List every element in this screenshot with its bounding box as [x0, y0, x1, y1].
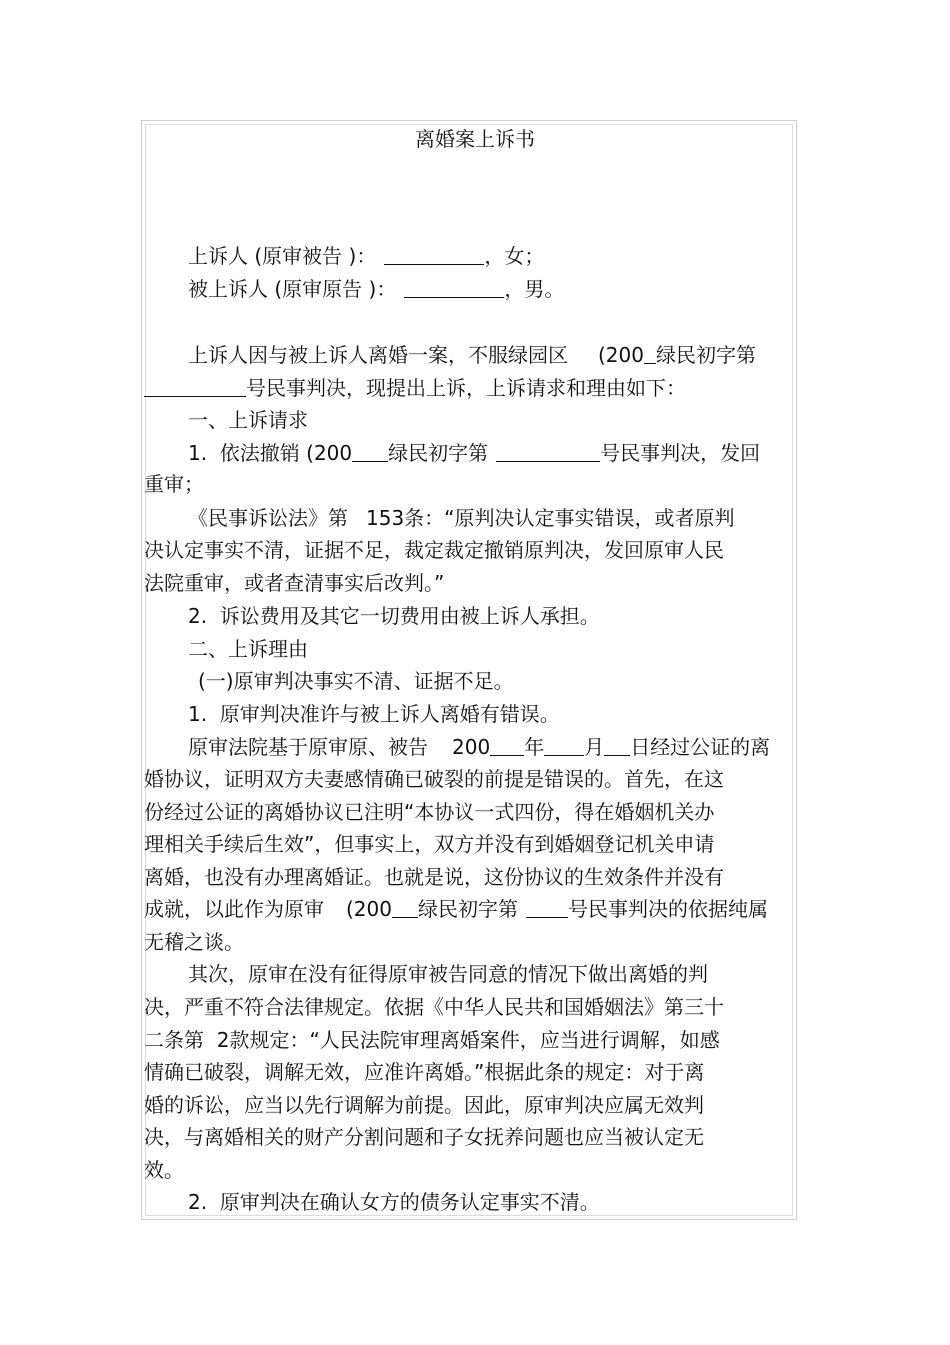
para-1-line-5: 离婚，也没有办理离婚证。也就是说，这份协议的生效条件并没有: [144, 865, 724, 889]
section-1: (一)原审判决事实不清、证据不足。: [198, 669, 514, 693]
para-2-line-7: 效。: [144, 1158, 184, 1182]
request-1-line-2: 重审；: [144, 472, 204, 496]
para-2-line-5: 婚的诉讼，应当以先行调解为前提。因此，原审判决应属无效判: [144, 1093, 704, 1117]
intro-line-1: 上诉人因与被上诉人离婚一案，不服绿园区 (200 绿民初字第: [188, 343, 756, 367]
blank-field: [496, 443, 600, 462]
document-title: 离婚案上诉书: [415, 127, 535, 151]
blank-field: [144, 378, 246, 397]
blank-field: [392, 899, 418, 918]
blank-field: [604, 737, 630, 756]
blank-field: [384, 246, 484, 265]
section-1-item-2: 2. 原审判决在确认女方的债务认定事实不清。: [188, 1190, 600, 1214]
para-1-line-3: 份经过公证的离婚协议已注明“本协议一式四份，得在婚姻机关办: [144, 800, 715, 824]
para-2-line-2: 决，严重不符合法律规定。依据《中华人民共和国婚姻法》第三十: [144, 995, 724, 1019]
law-quote-line-1: 《民事诉讼法》第 153条：“原判决认定事实错误，或者原判: [188, 506, 735, 530]
request-1-line-1: 1. 依法撤销 (200 绿民初字第 号民事判决，发回: [188, 441, 761, 465]
para-1-line-6: 成就，以此作为原审 (200 绿民初字第 号民事判决的依据纯属: [144, 897, 768, 921]
para-2-line-6: 决，与离婚相关的财产分割问题和子女抚养问题也应当被认定无: [144, 1125, 704, 1149]
para-1-line-4: 理相关手续后生效”，但事实上，双方并没有到婚姻登记机关申请: [144, 832, 715, 856]
para-2-line-1: 其次，原审在没有征得原审被告同意的情况下做出离婚的判: [188, 962, 708, 986]
blank-field: [544, 737, 584, 756]
blank-field: [526, 899, 568, 918]
para-1-line-1: 原审法院基于原审原、被告 200 年 月 日经过公证的离: [188, 735, 771, 759]
law-quote-line-2: 决认定事实不清，证据不足，裁定裁定撤销原判决，发回原审人民: [144, 538, 724, 562]
para-1-line-2: 婚协议，证明双方夫妻感情确已破裂的前提是错误的。首先，在这: [144, 767, 724, 791]
appellant-line: 上诉人 (原审被告 )： ，女；: [188, 244, 545, 268]
intro-line-2: 号民事判决，现提出上诉，上诉请求和理由如下：: [144, 375, 686, 401]
heading-reasons: 二、上诉理由: [188, 637, 308, 661]
section-1-item-1: 1. 原审判决准许与被上诉人离婚有错误。: [188, 702, 560, 726]
law-quote-line-3: 法院重审，或者查清事实后改判。”: [144, 571, 445, 595]
appellee-line: 被上诉人 (原审原告 )： ，男。: [188, 277, 565, 301]
para-1-line-7: 无稽之谈。: [144, 930, 244, 954]
heading-requests: 一、上诉请求: [188, 408, 308, 432]
blank-field: [404, 279, 504, 298]
para-2-line-4: 情确已破裂，调解无效，应准许离婚。”根据此条的规定：对于离: [144, 1060, 705, 1084]
blank-field: [644, 345, 656, 364]
request-2: 2. 诉讼费用及其它一切费用由被上诉人承担。: [188, 604, 600, 628]
para-2-line-3: 二条第 2款规定：“人民法院审理离婚案件，应当进行调解，如感: [144, 1028, 720, 1052]
blank-field: [352, 443, 388, 462]
blank-field: [490, 737, 524, 756]
